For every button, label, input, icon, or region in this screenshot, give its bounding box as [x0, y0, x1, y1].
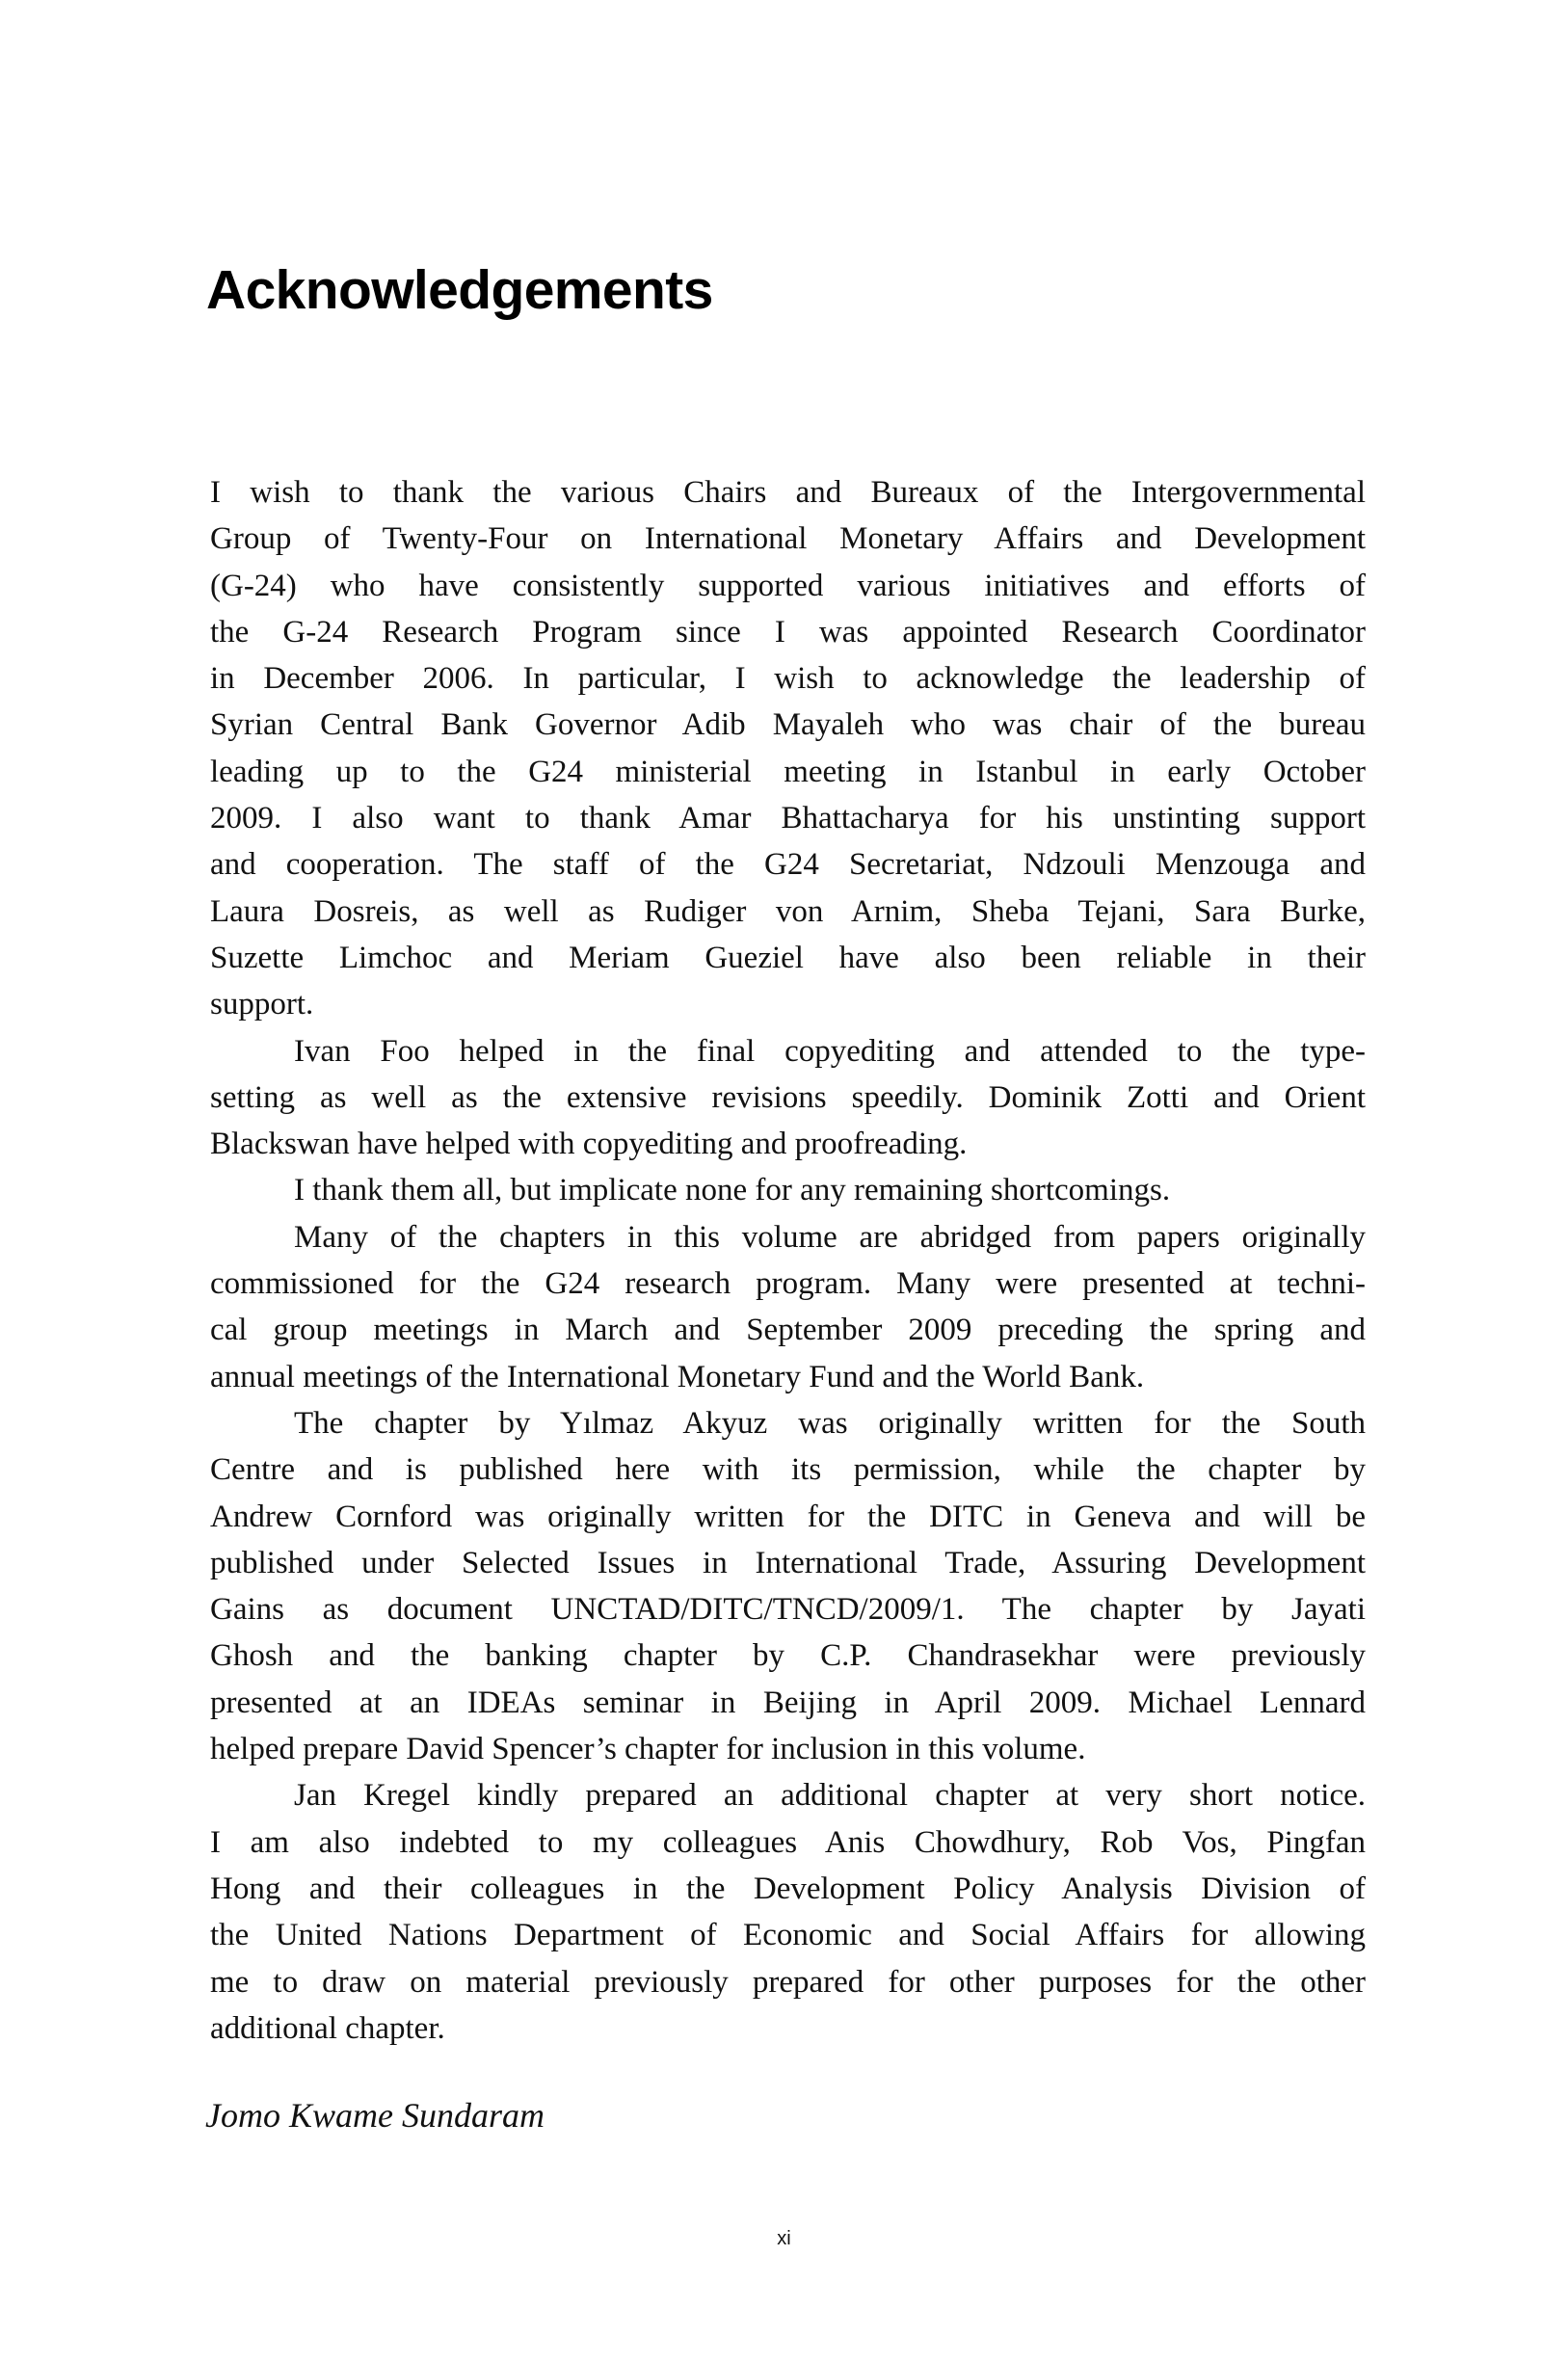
paragraph-3 — [210, 1167, 1366, 1213]
text-line: helped prepare David Spencer’s chapter for inclusion in this volume. — [210, 1732, 1086, 1767]
text-line: annual meetings of the International Monetary Fund and the World Bank. — [210, 1359, 1145, 1394]
text-line: I am also indebted to my colleagues Anis Chowdhury, Rob Vos, Pingfan — [210, 1824, 1366, 1860]
author-signature: Jomo Kwame Sundaram — [205, 2096, 545, 2135]
text-line: leading up to the G24 ministerial meeting in Istanbul in early October — [210, 754, 1366, 789]
text-line: Ivan Foo helped in the final copyediting and attended to the type- — [294, 1033, 1366, 1069]
text-line: 2009. I also want to thank Amar Bhattacharya for his unstinting support — [210, 801, 1366, 836]
text-line: I thank them all, but implicate none for any remaining shortcomings. — [294, 1173, 1171, 1208]
acknowledgements-body — [210, 469, 1366, 2052]
paragraph-4 — [210, 1214, 1366, 1400]
text-line: presented at an IDEAs seminar in Beijing in April 2009. Michael Lennard — [210, 1685, 1366, 1720]
text-line: additional chapter. — [210, 2010, 445, 2046]
text-line: Centre and is published here with its permission, while the chapter by — [210, 1452, 1366, 1488]
text-line: cal group meetings in March and September 2009 preceding the spring and — [210, 1313, 1366, 1348]
paragraph-1 — [210, 469, 1366, 1028]
text-line: published under Selected Issues in International Trade, Assuring Development — [210, 1545, 1366, 1580]
page-title: Acknowledgements — [206, 259, 713, 321]
text-line: Blackswan have helped with copyediting and proofreading. — [210, 1127, 968, 1162]
text-line: (G-24) who have consistently supported various initiatives and efforts of — [210, 568, 1366, 603]
text-line: and cooperation. The staff of the G24 Secretariat, Ndzouli Menzouga and — [210, 847, 1366, 883]
text-line: Jan Kregel kindly prepared an additional chapter at very short notice. — [294, 1778, 1366, 1814]
text-line: Laura Dosreis, as well as Rudiger von Arnim, Sheba Tejani, Sara Burke, — [210, 893, 1366, 929]
paragraph-5 — [210, 1400, 1366, 1772]
paragraph-6 — [210, 1772, 1366, 2052]
text-line: commissioned for the G24 research program. Many were presented at techni- — [210, 1266, 1366, 1302]
text-line: Gains as document UNCTAD/DITC/TNCD/2009/1. The chapter by Jayati — [210, 1592, 1366, 1628]
text-line: me to draw on material previously prepared for other purposes for the other — [210, 1964, 1366, 2000]
text-line: Suzette Limchoc and Meriam Gueziel have also been reliable in their — [210, 940, 1366, 975]
text-line: support. — [210, 987, 314, 1022]
page-number: xi — [777, 2228, 791, 2249]
text-line: Hong and their colleagues in the Development Policy Analysis Division of — [210, 1871, 1366, 1906]
text-line: The chapter by Yılmaz Akyuz was originally written for the South — [294, 1405, 1366, 1441]
text-line: setting as well as the extensive revisions speedily. Dominik Zotti and Orient — [210, 1079, 1366, 1115]
text-line: Many of the chapters in this volume are abridged from papers originally — [294, 1219, 1366, 1255]
text-line: in December 2006. In particular, I wish to acknowledge the leadership of — [210, 661, 1366, 697]
text-line: the G-24 Research Program since I was appointed Research Coordinator — [210, 614, 1366, 650]
text-line: the United Nations Department of Economic and Social Affairs for allowing — [210, 1918, 1366, 1953]
paragraph-2 — [210, 1028, 1366, 1168]
text-line: Group of Twenty-Four on International Monetary Affairs and Development — [210, 521, 1366, 557]
text-line: I wish to thank the various Chairs and Bureaux of the Intergovernmental — [210, 475, 1366, 510]
text-line: Ghosh and the banking chapter by C.P. Chandrasekhar were previously — [210, 1638, 1366, 1674]
text-line: Andrew Cornford was originally written for the DITC in Geneva and will be — [210, 1499, 1366, 1534]
text-line: Syrian Central Bank Governor Adib Mayaleh who was chair of the bureau — [210, 707, 1366, 743]
